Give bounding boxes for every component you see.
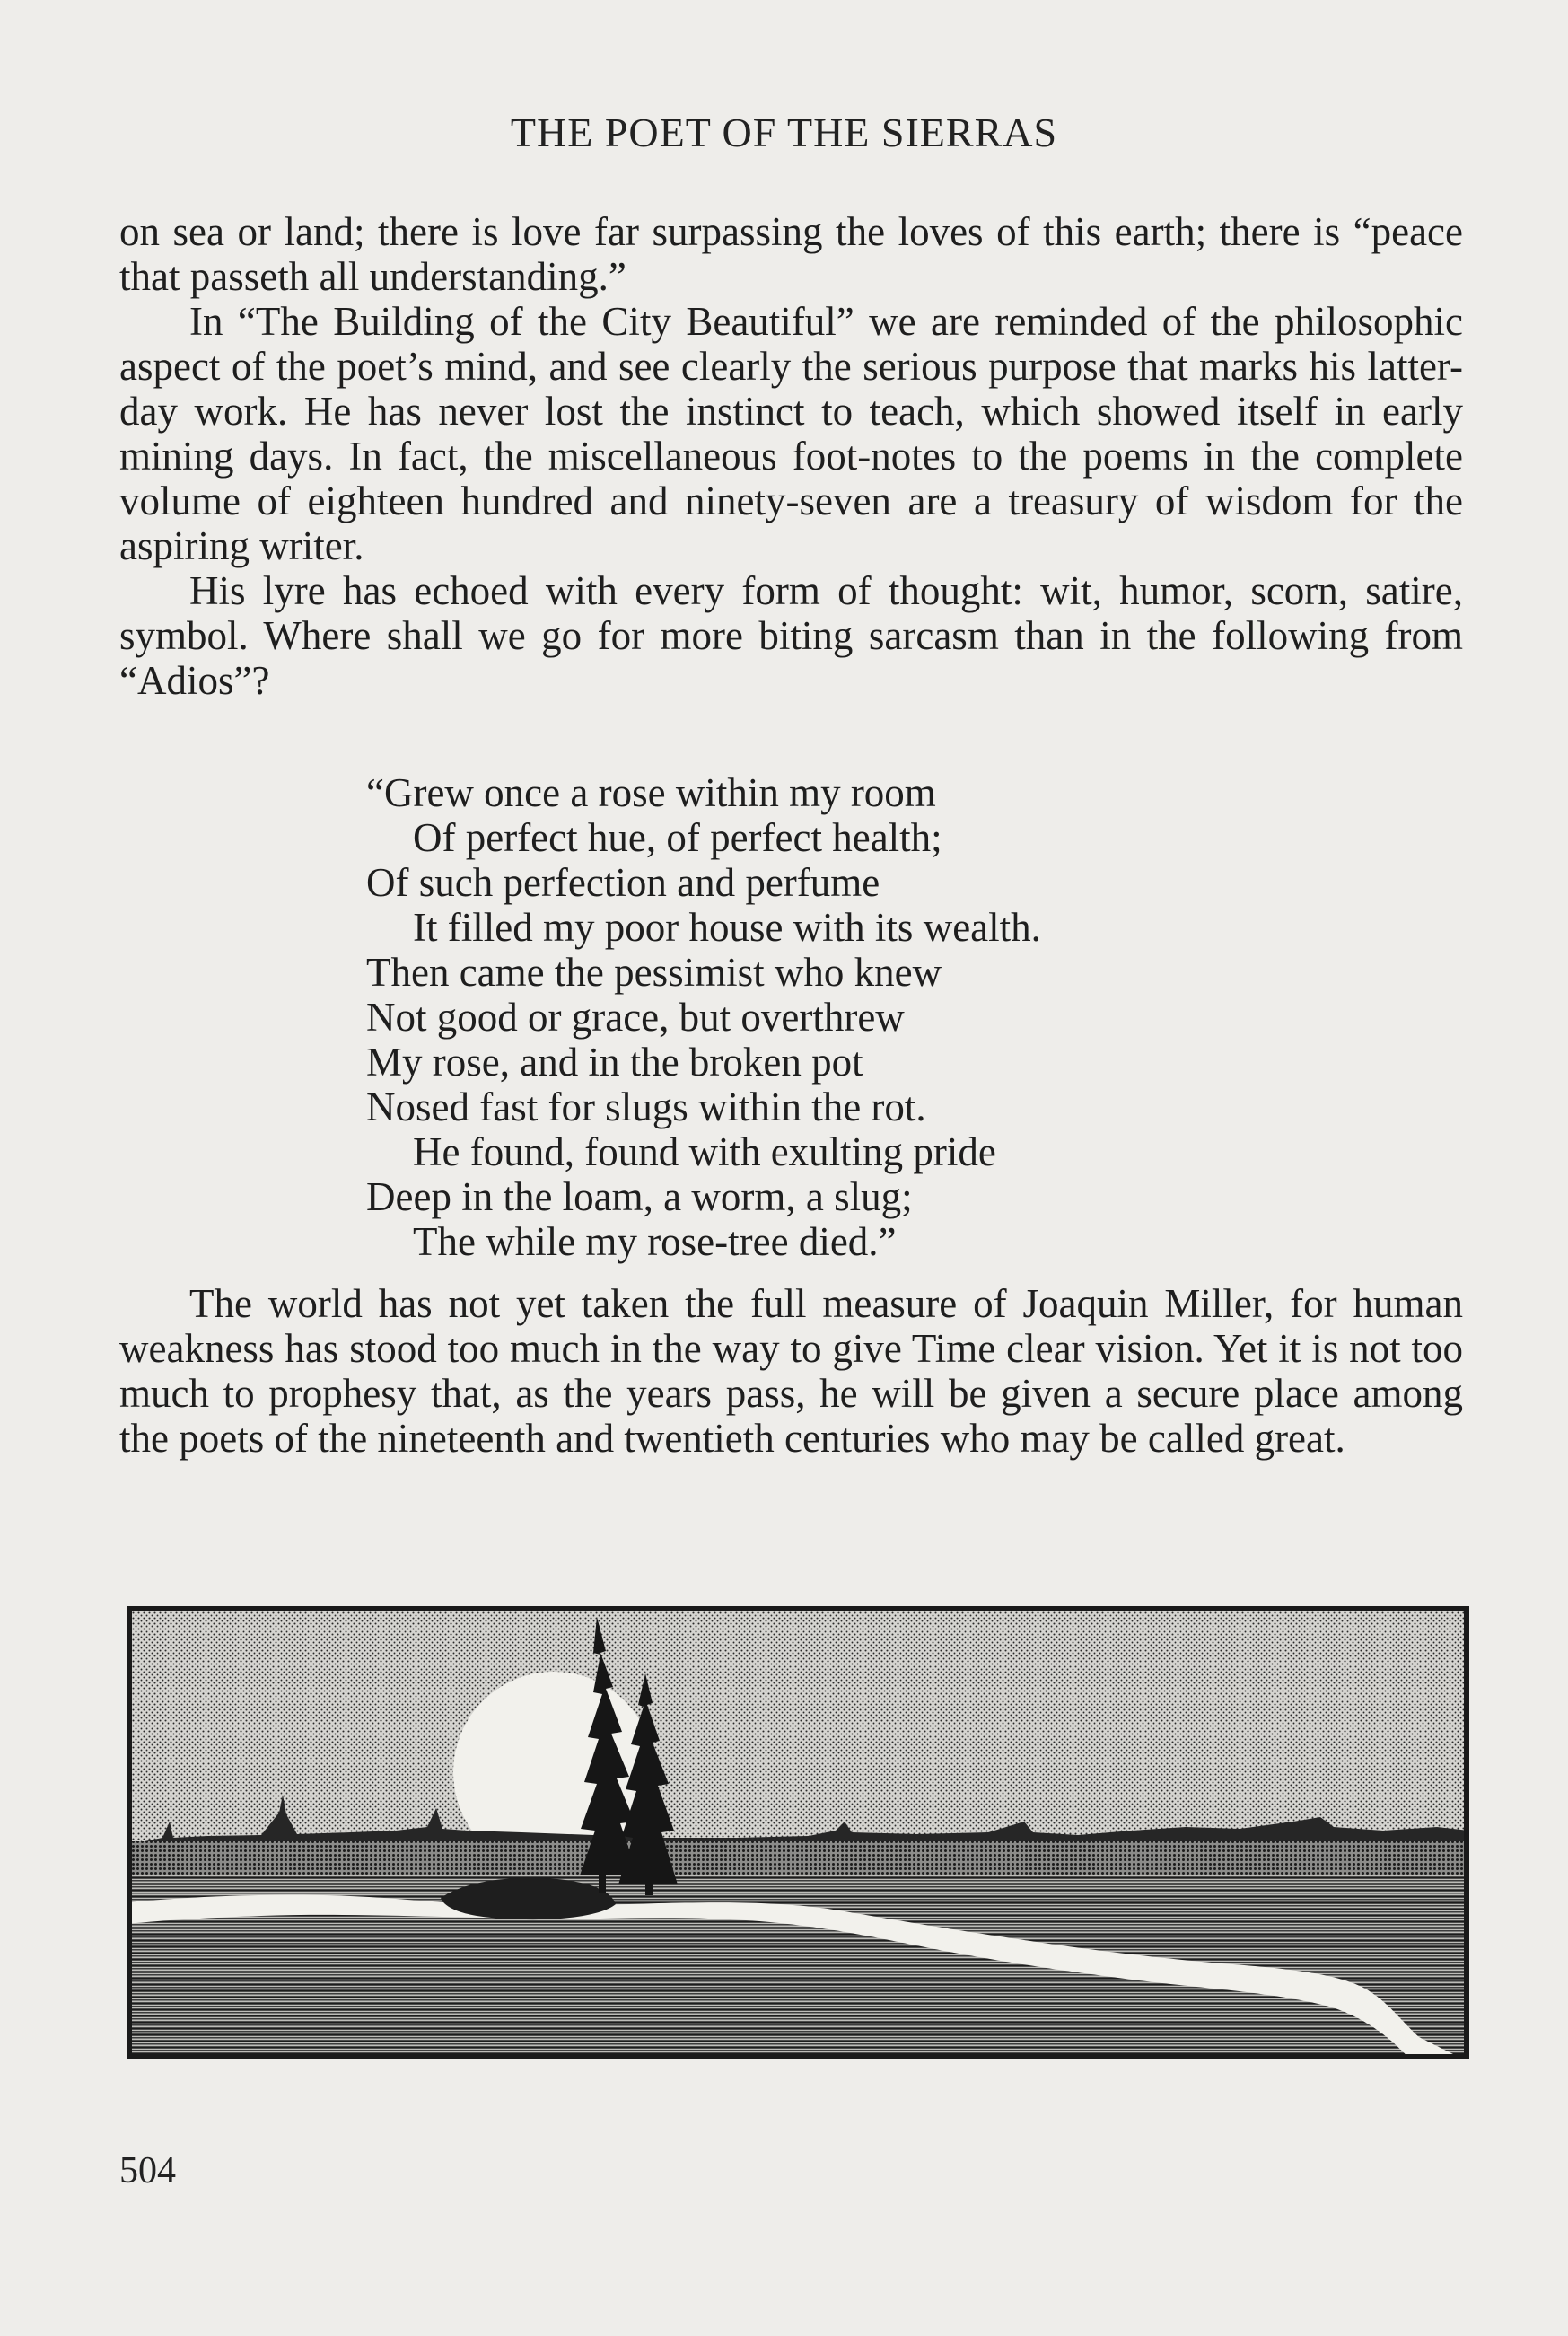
- tree-trunk: [645, 1865, 653, 1895]
- poem-quotation: [366, 770, 1041, 1264]
- paragraph: The world has not yet taken the full measure of Joaquin Miller, for human weakness has stood too much in the way to give Time clear vision. Yet it is not too much to prophesy that, as the years pass, he will be given a secure place among the poets of the nineteenth and twentieth centuries who may be called great.: [119, 1281, 1463, 1461]
- body-text-bottom: [119, 1281, 1463, 1461]
- poem-line: Then came the pessimist who knew: [366, 950, 942, 995]
- poem-line: Of such perfection and perfume: [366, 860, 880, 905]
- page-number: 504: [119, 2150, 176, 2191]
- poem-line: Deep in the loam, a worm, a slug;: [366, 1174, 913, 1219]
- moonrise-illustration: [127, 1606, 1469, 2059]
- running-head: THE POET OF THE SIERRAS: [510, 110, 1058, 155]
- poem-line: The while my rose-tree died.”: [413, 1219, 897, 1264]
- paragraph: on sea or land; there is love far surpassing the loves of this earth; there is “peace that passeth all understanding.”: [119, 209, 1463, 299]
- tree-trunk: [599, 1857, 606, 1893]
- body-text-top: [119, 209, 1463, 703]
- poem-line: Of perfect hue, of perfect health;: [413, 815, 942, 860]
- poem-line: Not good or grace, but overthrew: [366, 995, 905, 1040]
- paragraph: In “The Building of the City Beautiful” we are reminded of the philosophic aspect of the poet’s mind, and see clearly the serious purpose that marks his latter-day work. He has never lost the instinct to teach, which showed itself in early mining days. In fact, the miscellaneous foot-notes to the poems in the complete volume of eighteen hundred and ninety-seven are a treasury of wisdom for the aspiring writer.: [119, 299, 1463, 568]
- poem-line: He found, found with exulting pride: [413, 1129, 996, 1174]
- poem-line: My rose, and in the broken pot: [366, 1040, 863, 1085]
- poem-line: “Grew once a rose within my room: [366, 770, 936, 815]
- poem-line: It filled my poor house with its wealth.: [413, 905, 1041, 950]
- poem-line: Nosed fast for slugs within the rot.: [366, 1085, 926, 1129]
- paragraph: His lyre has echoed with every form of thought: wit, humor, scorn, satire, symbol. Where shall we go for more biting sarcasm than in the following from “Adios”?: [119, 568, 1463, 703]
